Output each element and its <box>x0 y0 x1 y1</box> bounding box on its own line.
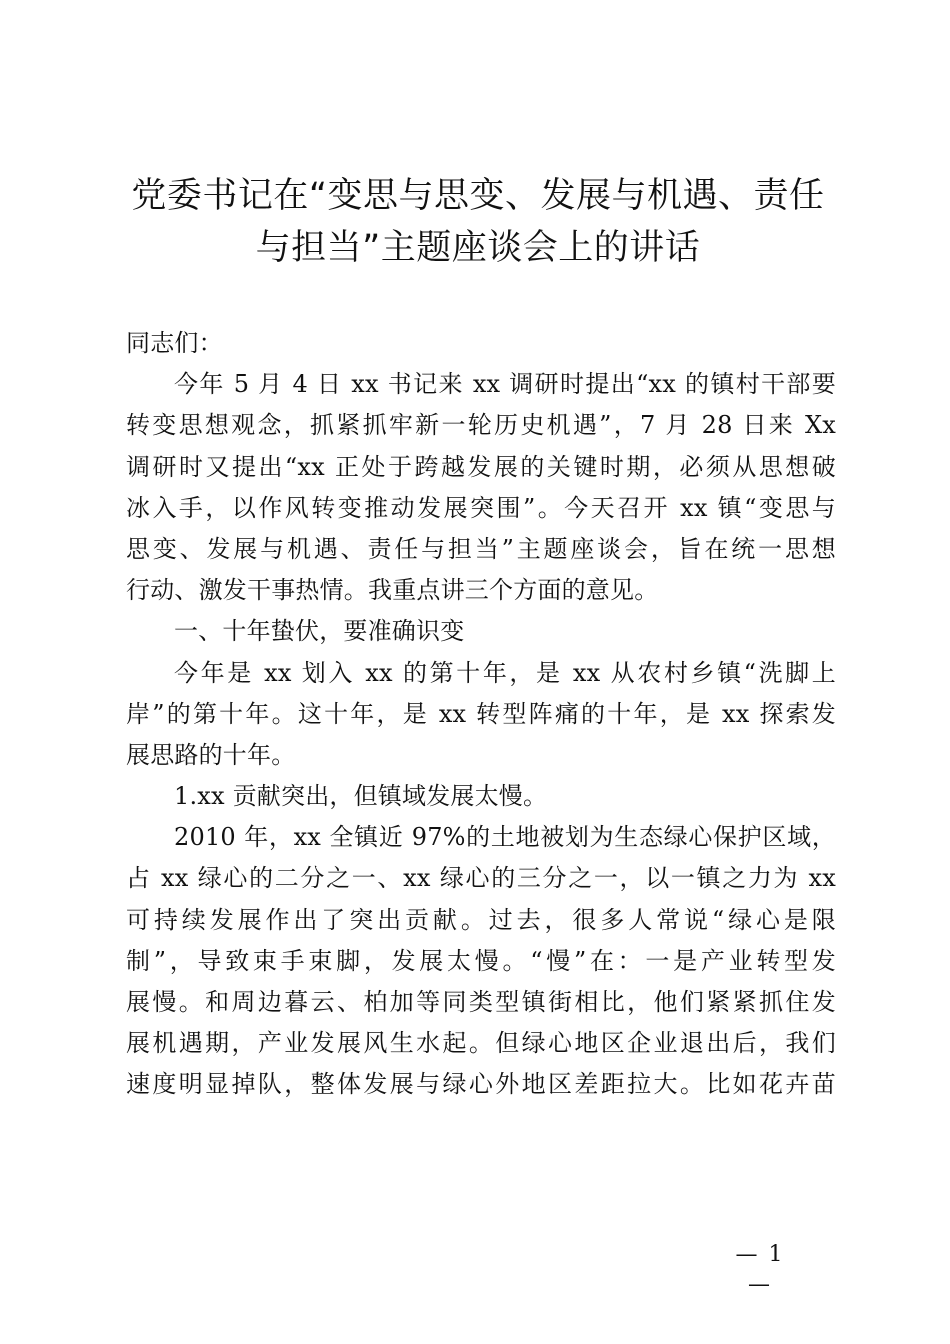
title-line: 与担当”主题座谈会上的讲话 <box>255 228 701 268</box>
paragraph-line: 冰入手，以作风转变推动发展突围”。今天召开 xx 镇“变思与 <box>126 493 836 522</box>
paragraph-line: 今年是 xx 划入 xx 的第十年，是 xx 从农村乡镇“洗脚上 <box>174 658 836 687</box>
paragraph-line: 速度明显掉队，整体发展与绿心外地区差距拉大。比如花卉苗 <box>126 1070 836 1099</box>
paragraph-line: 行动、激发干事热情。我重点讲三个方面的意见。 <box>126 576 659 605</box>
subsection-heading: 1.xx 贡献突出，但镇域发展太慢。 <box>174 782 548 811</box>
paragraph-line: 思变、发展与机遇、责任与担当”主题座谈会，旨在统一思想 <box>126 534 836 563</box>
section-heading: 一、十年蛰伏，要准确识变 <box>174 617 465 646</box>
paragraph-line: 调研时又提出“xx 正处于跨越发展的关键时期，必须从思想破 <box>126 452 836 481</box>
paragraph-line: 展思路的十年。 <box>126 740 296 769</box>
page-title <box>118 170 838 274</box>
paragraph-line: 展慢。和周边暮云、柏加等同类型镇街相比，他们紧紧抓住发 <box>126 988 836 1016</box>
paragraph-line: 转变思想观念，抓紧抓牢新一轮历史机遇”，7 月 28 日来 Xx <box>126 411 836 440</box>
greeting-line: 同志们： <box>126 329 223 357</box>
paragraph-line: 占 xx 绿心的二分之一、xx 绿心的三分之一，以一镇之力为 xx <box>126 864 836 893</box>
paragraph-line: 展机遇期，产业发展风生水起。但绿心地区企业退出后，我们 <box>126 1029 836 1058</box>
paragraph-line: 可持续发展作出了突出贡献。过去，很多人常说“绿心是限 <box>126 905 836 934</box>
body-text <box>126 323 836 1106</box>
paragraph-line: 岸”的第十年。这十年，是 xx 转型阵痛的十年，是 xx 探索发 <box>126 699 836 728</box>
page-number: — 1 — <box>735 1242 785 1297</box>
title-line: 党委书记在“变思与思变、发展与机遇、责任 <box>131 176 825 216</box>
paragraph-line: 今年 5 月 4 日 xx 书记来 xx 调研时提出“xx 的镇村干部要 <box>174 370 836 399</box>
paragraph-line: 2010 年，xx 全镇近 97%的土地被划为生态绿心保护区域， <box>174 823 836 852</box>
paragraph-line: 制”，导致束手束脚，发展太慢。“慢”在：一是产业转型发 <box>126 946 836 975</box>
